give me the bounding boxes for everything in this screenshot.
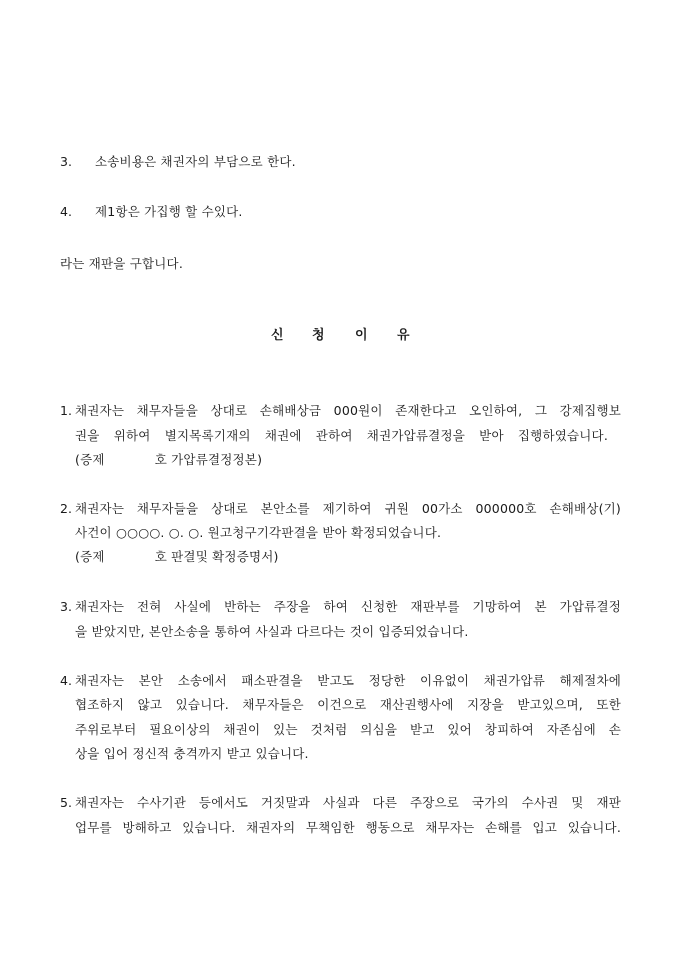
evidence-note: (증제 호 가압류결정정본) xyxy=(75,452,263,467)
section-title xyxy=(250,327,430,345)
reason-number: 1. xyxy=(60,403,72,418)
order-item-number: 4. xyxy=(60,204,72,219)
order-item-text: 소송비용은 채권자의 부담으로 한다. xyxy=(95,154,296,169)
reason-line: 채권자는 채무자들을 상대로 손해배상금 000원이 존재한다고 오인하여, 그 강제집행보 xyxy=(75,403,621,418)
reason-line: 을 받았지만, 본안소송을 통하여 사실과 다르다는 것이 입증되었습니다. xyxy=(75,624,469,639)
reason-line: 주위로부터 필요이상의 채권이 있는 것처럼 의심을 받고 있어 창피하여 자존심에 손 xyxy=(75,722,621,737)
reason-line: 협조하지 않고 있습니다. 채무자들은 이건으로 재산권행사에 지장을 받고있으며, 또한 xyxy=(75,697,621,712)
reason-number: 2. xyxy=(60,501,72,516)
section-title-char: 청 xyxy=(312,328,325,343)
order-item-number: 3. xyxy=(60,154,72,169)
reason-line: 채권자는 수사기관 등에서도 거짓말과 사실과 다른 주장으로 국가의 수사권 및 재판 xyxy=(75,795,621,810)
reason-number: 4. xyxy=(60,673,72,688)
order-item-text: 제1항은 가집행 할 수있다. xyxy=(95,204,243,219)
reason-line: 상을 입어 정신적 충격까지 받고 있습니다. xyxy=(75,746,309,761)
reason-line: 채권자는 전혀 사실에 반하는 주장을 하여 신청한 재판부를 기망하여 본 가압류결정 xyxy=(75,599,621,614)
closing-statement: 라는 재판을 구합니다. xyxy=(60,256,183,271)
reason-line: 사건이 ○○○○. ○. ○. 원고청구기각판결을 받아 확정되었습니다. xyxy=(75,525,442,540)
evidence-note: (증제 호 판결및 확정증명서) xyxy=(75,549,279,564)
reason-number: 3. xyxy=(60,599,72,614)
section-title-char: 신 xyxy=(271,328,284,343)
reason-line: 채권자는 본안 소송에서 패소판결을 받고도 정당한 이유없이 채권가압류 해제절차에 xyxy=(75,673,621,688)
reason-number: 5. xyxy=(60,795,72,810)
reason-line: 업무를 방해하고 있습니다. 채권자의 무책임한 행동으로 채무자는 손해를 입고 있습니다. xyxy=(75,820,621,835)
section-title-char: 이 xyxy=(355,328,368,343)
reason-line: 권을 위하여 별지목록기재의 채권에 관하여 채권가압류결정을 받아 집행하였습니다. xyxy=(75,428,608,443)
section-title-char: 유 xyxy=(397,328,410,343)
reason-line: 채권자는 채무자들을 상대로 본안소를 제기하여 귀원 00가소 000000호 손해배상(기) xyxy=(75,501,621,516)
